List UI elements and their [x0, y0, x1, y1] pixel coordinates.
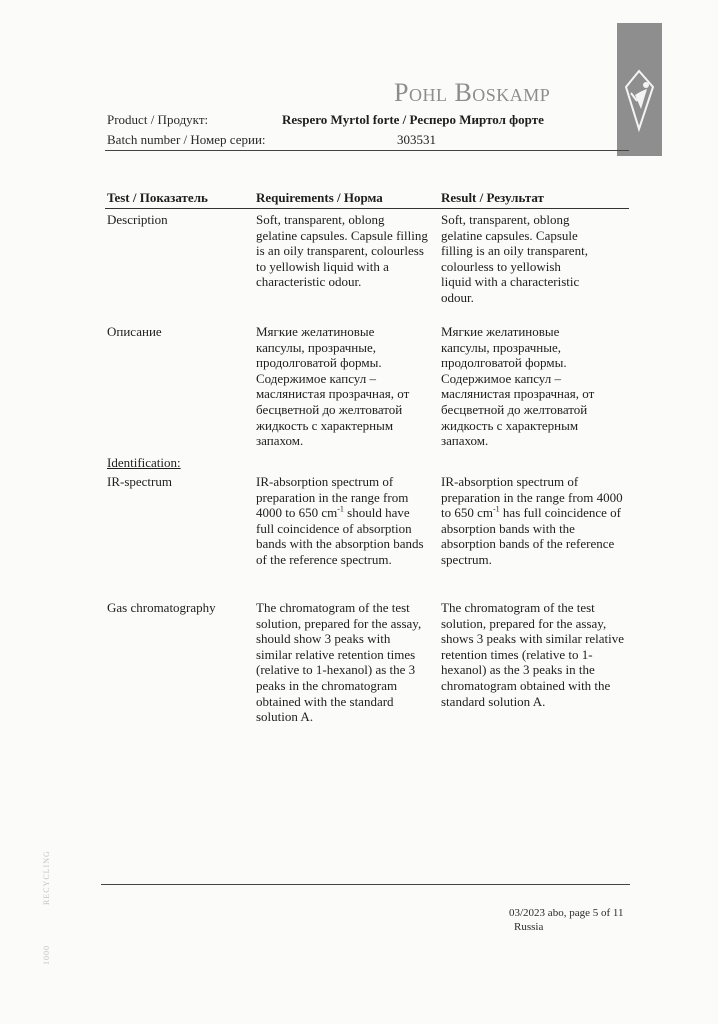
batch-value: 303531 [397, 132, 436, 147]
result-ir-text-b: has full coincidence of absorption bands with the absorption bands of the reference spectrum. [441, 505, 621, 567]
row-label-description: Description [107, 212, 168, 227]
requirement-ir-text-b: should have full coincidence of absorption bands with the absorption bands of the reference spectrum. [256, 505, 424, 567]
section-label-identification: Identification: [107, 455, 181, 470]
result-description: Soft, transparent, oblong gelatine capsules. Capsule filling is an oily transparent, colourless to yellowish liquid with a characteristic odour. [441, 212, 588, 305]
column-header-result: Result / Результат [441, 190, 544, 205]
requirement-gas-chromatography: The chromatogram of the test solution, prepared for the assay, should show 3 peaks with similar relative retention times (relative to 1-hexanol) as the 3 peaks in the chromatogram obtained with the standard solution A. [256, 600, 422, 725]
column-header-requirements: Requirements / Норма [256, 190, 383, 205]
table-header-divider [105, 208, 629, 209]
row-label-ir-spectrum: IR-spectrum [107, 474, 172, 489]
logo-figure-icon [617, 23, 662, 156]
product-label: Product / Продукт: [107, 112, 209, 127]
result-opisanie: Мягкие желатиновые капсулы, прозрачные, продолговатой формы. Содержимое капсул – маслянистая прозрачная, от бесцветной до желтоватой жидкость с характерным запахом. [441, 324, 595, 449]
result-ir-text-a: IR-absorption spectrum of preparation in the range from 4000 to 650 cm [441, 474, 623, 521]
row-label-gas-chromatography: Gas chromatography [107, 600, 216, 615]
brand-name: Pohl Boskamp [394, 78, 551, 107]
result-ir-spectrum [441, 474, 626, 568]
requirement-opisanie: Мягкие желатиновые капсулы, прозрачные, продолговатой формы. Содержимое капсул – маслянистая прозрачная, от бесцветной до желтоватой жидкость с характерным запахом. [256, 324, 410, 449]
requirement-ir-spectrum [256, 474, 428, 568]
header-divider [105, 150, 629, 151]
requirement-description: Soft, transparent, oblong gelatine capsules. Capsule filling is an oily transparent, colourless to yellowish liquid with a characteristic odour. [256, 212, 428, 290]
batch-label: Batch number / Номер серии: [107, 132, 266, 147]
result-ir-superscript: -1 [493, 504, 500, 514]
result-gas-chromatography: The chromatogram of the test solution, prepared for the assay, shows 3 peaks with similar relative retention times (relative to 1-hexanol) as the 3 peaks in the chromatogram obtained with the standard solution A. [441, 600, 625, 709]
product-value: Respero Myrtol forte / Респеро Миртол форте [282, 112, 544, 127]
footer-country: Russia [514, 921, 544, 933]
footer-divider [101, 884, 630, 885]
company-logo [617, 23, 662, 156]
margin-number-mark: 1000 [42, 945, 51, 965]
requirement-ir-superscript: -1 [337, 504, 344, 514]
footer-page-info: 03/2023 abo, page 5 of 11 [509, 907, 624, 919]
row-label-opisanie: Описание [107, 324, 162, 339]
margin-recycling-mark: RECYCLING [42, 850, 51, 905]
requirement-ir-text-a: IR-absorption spectrum of preparation in the range from 4000 to 650 cm [256, 474, 409, 521]
column-header-test: Test / Показатель [107, 190, 208, 205]
